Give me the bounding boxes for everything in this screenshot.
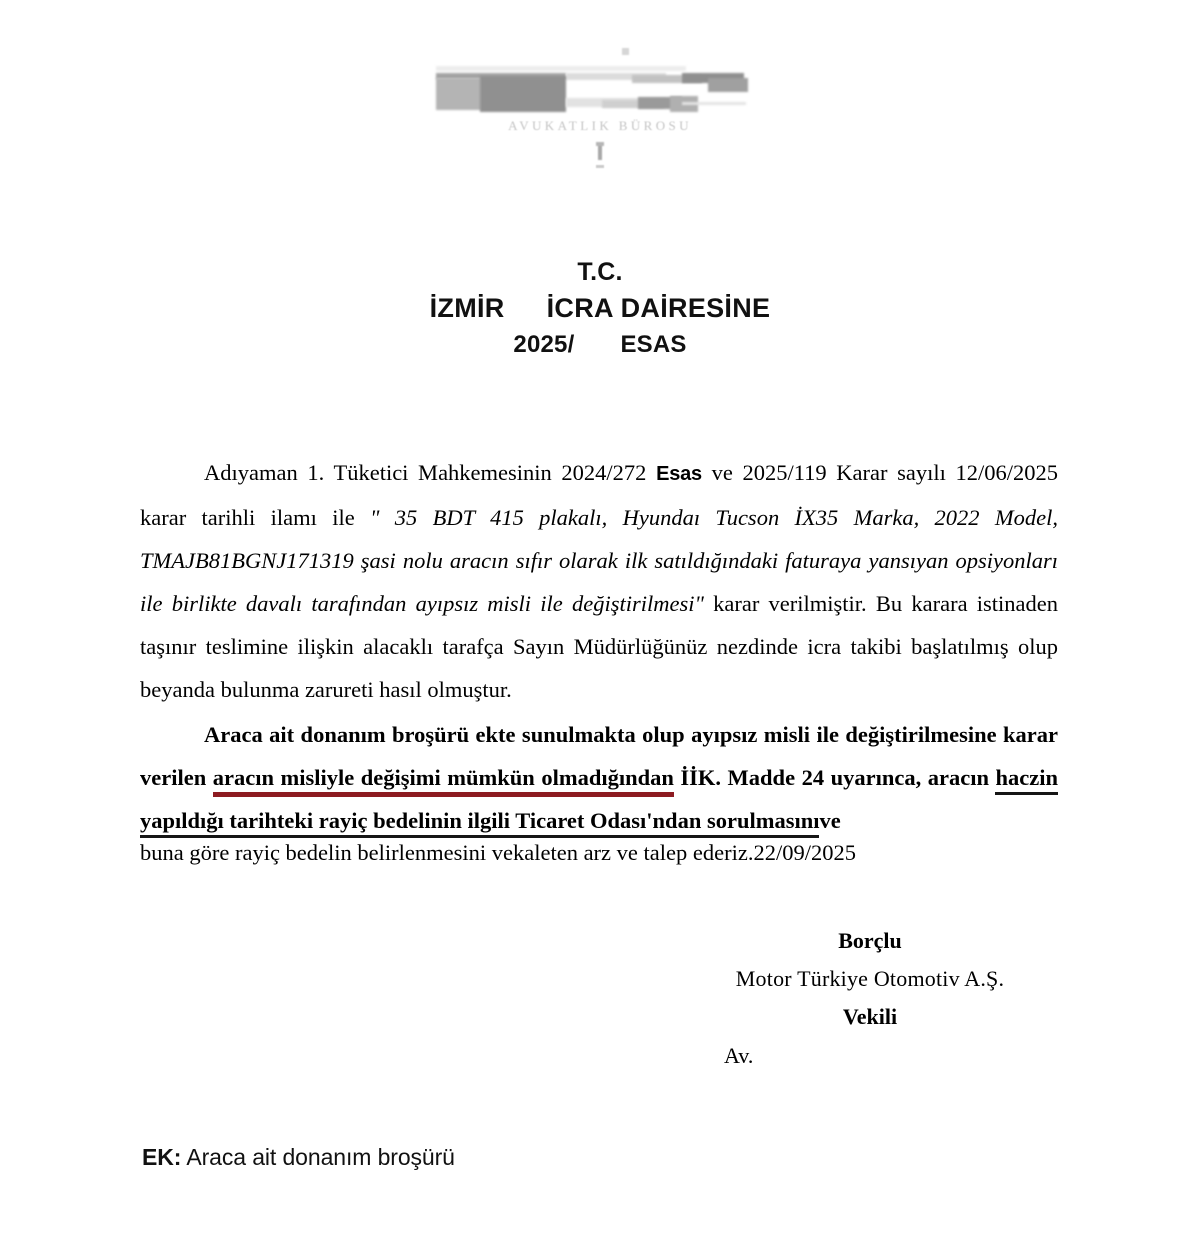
redaction-bar	[480, 76, 566, 112]
redaction-bar	[436, 66, 686, 71]
header-file-line	[0, 327, 1200, 363]
letterhead-underline-mark	[596, 165, 604, 168]
paragraph-text	[140, 831, 1058, 874]
p3-closing-text: buna göre rayiç bedelin belirlenmesini vekaleten arz ve talep ederiz.	[140, 839, 754, 865]
p1-segment-decision: ve 2025/119 Karar sayılı 12/06/2025 karar tarihli ilamı ile	[140, 459, 1059, 530]
signature-role: Borçlu	[838, 928, 902, 953]
header-city: İZMİR	[429, 293, 505, 323]
court-header	[0, 255, 1200, 363]
header-file-type: ESAS	[620, 331, 687, 358]
p2-segment-intro: Araca ait donanım broşürü ekte sunulmakta olup ayıpsız misli ile değiştirilmesine karar verilen	[140, 721, 1058, 790]
signature-block	[640, 922, 1100, 1076]
letterhead-column-icon	[595, 142, 605, 162]
signature-representative-label: Vekili	[842, 1004, 898, 1029]
signature-attorney-line: Av.	[724, 1043, 754, 1068]
letterhead-firm-name: AVUKATLIK BÜROSU	[508, 118, 692, 133]
p2-red-underlined-clause: aracın misliyle değişimi mümkün olmadığından	[213, 765, 674, 797]
header-office: İCRA DAİRESİNE	[546, 293, 771, 323]
attachment-description: Araca ait donanım broşürü	[181, 1144, 455, 1170]
p2-segment-conjunction: ve	[819, 807, 841, 833]
redaction-bar	[436, 78, 482, 110]
p3-date: 22/09/2025	[753, 839, 856, 865]
p1-esas-keyword: Esas	[656, 462, 702, 485]
paragraph-closing	[140, 808, 1058, 896]
paragraph-text	[140, 451, 1058, 711]
header-office-line	[0, 289, 1200, 327]
p1-segment-closing: karar verilmiştir. Bu karara istinaden taşınır teslimine ilişkin alacaklı tarafça Sayın Müdürlüğünüz nezdinde icra takibi başlatılmış olup beyanda bulunma zarureti hasıl olmuştur.	[140, 590, 1059, 702]
letterhead-logo	[432, 40, 768, 180]
p1-quoted-ruling: " 35 BDT 415 plakalı, Hyundaı Tucson İX35 Marka, 2022 Model, TMAJB81BGNJ171319 şasi nolu aracın sıfır olarak ilk satıldığındaki faturaya yansıyan opsiyonları ile birlikte davalı tarafından ayıpsız misli ile değiştirilmesi"	[140, 504, 1058, 616]
header-republic-label: T.C.	[577, 258, 623, 286]
attachment-label: EK:	[142, 1144, 182, 1170]
redaction-bar	[682, 102, 746, 105]
p2-black-underlined-clause: haczin yapıldığı tarihteki rayiç bedelinin ilgili Ticaret Odası'ndan sorulmasını	[140, 765, 1058, 838]
letterhead-star-icon	[622, 48, 629, 55]
signature-company: Motor Türkiye Otomotiv A.Ş.	[735, 966, 1005, 991]
redaction-bar	[708, 78, 748, 92]
header-year: 2025/	[513, 331, 575, 358]
p2-segment-article: İİK. Madde 24 uyarınca, aracın	[673, 764, 996, 790]
paragraph-case-reference	[140, 428, 1058, 733]
p1-segment-intro: Adıyaman 1. Tüketici Mahkemesinin 2024/272	[204, 459, 657, 485]
attachment-note	[142, 1144, 455, 1171]
